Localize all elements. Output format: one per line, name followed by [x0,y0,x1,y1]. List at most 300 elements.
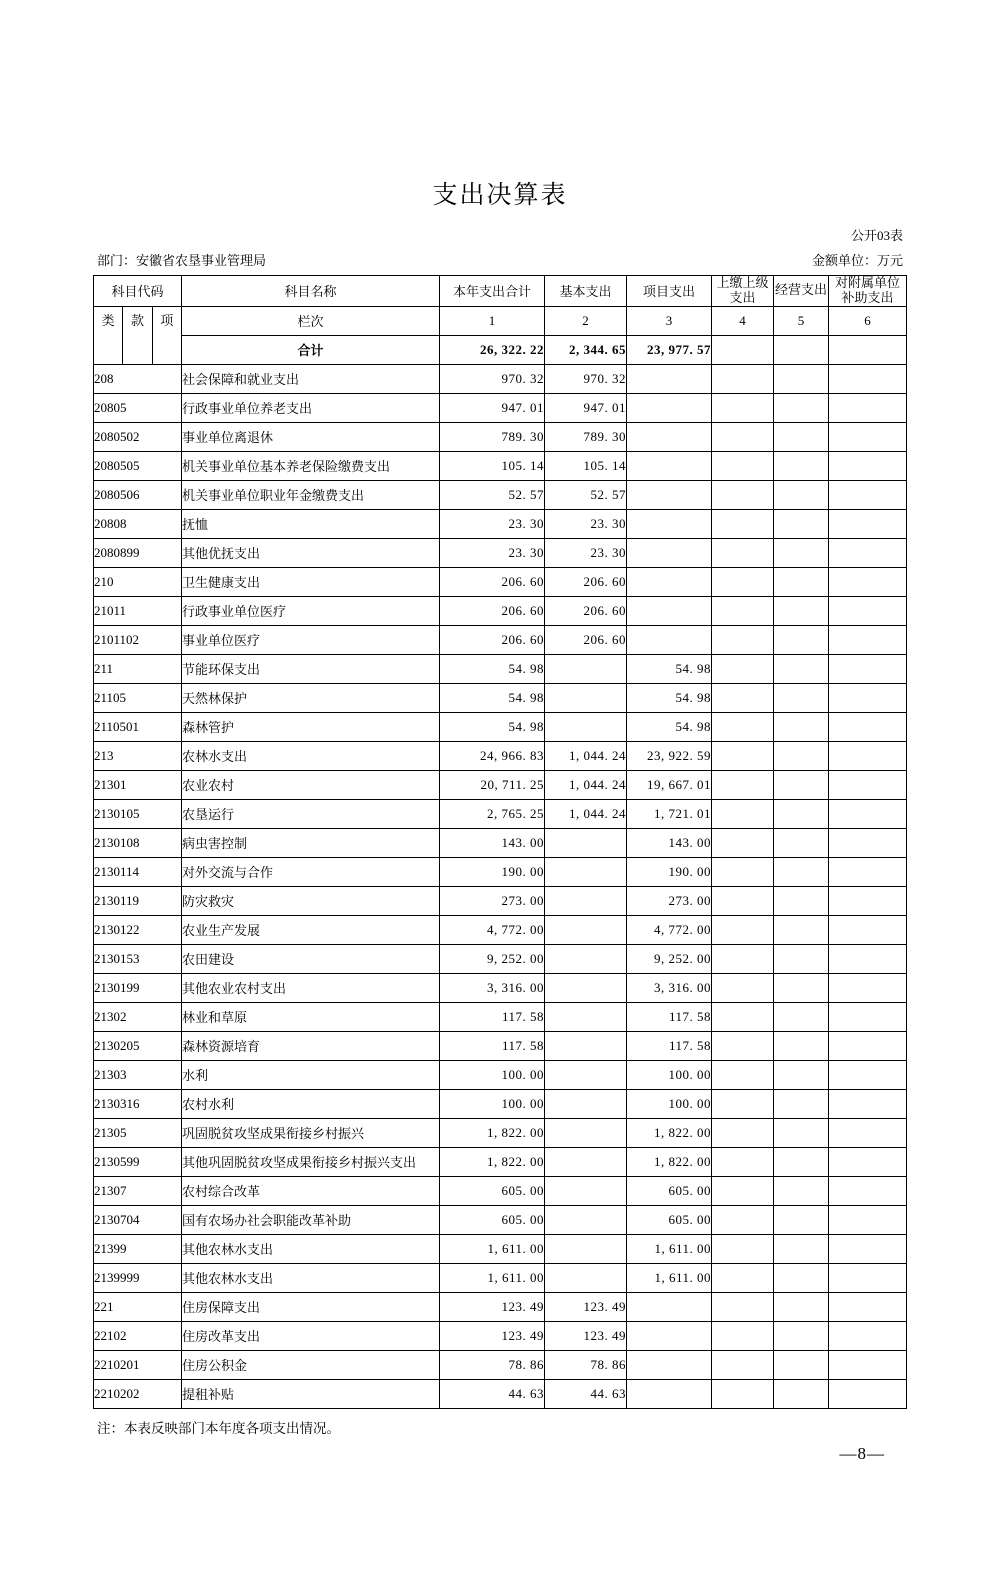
row-v2: 1, 044. 24 [545,770,627,799]
row-v3: 605. 00 [627,1205,712,1234]
row-v6 [829,828,907,857]
row-v3: 100. 00 [627,1089,712,1118]
row-v1: 100. 00 [440,1089,545,1118]
row-v1: 105. 14 [440,451,545,480]
row-v3: 605. 00 [627,1176,712,1205]
table-row [94,1002,907,1031]
row-v2 [545,944,627,973]
row-code: 2080505 [94,451,182,480]
row-v4 [712,538,774,567]
row-v3 [627,1321,712,1350]
row-v2 [545,1002,627,1031]
header-code: 科目代码 [94,276,182,307]
row-v4 [712,1205,774,1234]
row-v3: 54. 98 [627,712,712,741]
row-v5 [774,1321,829,1350]
row-v5 [774,944,829,973]
table-row [94,683,907,712]
row-v2 [545,1205,627,1234]
row-v4 [712,683,774,712]
row-v3 [627,393,712,422]
row-v6 [829,1292,907,1321]
row-v6 [829,625,907,654]
row-v5 [774,451,829,480]
row-v4 [712,799,774,828]
row-v1: 23. 30 [440,509,545,538]
expenditure-table [93,275,907,1409]
row-v6 [829,712,907,741]
row-name: 事业单位离退休 [182,422,440,451]
unit-label: 金额单位：万元 [811,253,903,268]
row-v6 [829,915,907,944]
code-sub-xiang: 项 [152,307,181,364]
row-v1: 3, 316. 00 [440,973,545,1002]
row-v4 [712,364,774,393]
table-row [94,364,907,393]
row-v6 [829,1002,907,1031]
row-v5 [774,1147,829,1176]
row-v6 [829,886,907,915]
row-v5 [774,1060,829,1089]
row-v4 [712,654,774,683]
row-name: 其他农林水支出 [182,1234,440,1263]
row-v5 [774,1031,829,1060]
row-v4 [712,770,774,799]
row-v2 [545,683,627,712]
row-v2 [545,915,627,944]
row-code: 21011 [94,596,182,625]
row-v3: 19, 667. 01 [627,770,712,799]
row-v4 [712,1002,774,1031]
form-number: 公开03表 [850,228,903,243]
table-row [94,1031,907,1060]
row-name: 农村水利 [182,1089,440,1118]
row-v3: 1, 611. 00 [627,1263,712,1292]
row-v6 [829,1205,907,1234]
table-row [94,1147,907,1176]
row-v6 [829,1263,907,1292]
row-v6 [829,480,907,509]
table-row [94,1263,907,1292]
table-row [94,451,907,480]
row-v4 [712,944,774,973]
row-v3: 3, 316. 00 [627,973,712,1002]
table-row [94,857,907,886]
row-v5 [774,538,829,567]
row-v3: 117. 58 [627,1031,712,1060]
row-code: 2080502 [94,422,182,451]
lanci-2: 2 [545,306,627,335]
row-v5 [774,1002,829,1031]
row-code: 21305 [94,1118,182,1147]
row-v5 [774,857,829,886]
table-row [94,770,907,799]
row-name: 对外交流与合作 [182,857,440,886]
row-name: 农业农村 [182,770,440,799]
table-row [94,480,907,509]
code-sub-kuan: 款 [122,307,151,364]
row-code: 20808 [94,509,182,538]
table-row [94,625,907,654]
table-row [94,886,907,915]
row-v5 [774,596,829,625]
row-v5 [774,393,829,422]
row-name: 农村综合改革 [182,1176,440,1205]
row-code: 213 [94,741,182,770]
row-v1: 947. 01 [440,393,545,422]
row-v3: 1, 822. 00 [627,1118,712,1147]
row-v4 [712,1147,774,1176]
header-col2: 基本支出 [545,276,627,307]
row-v3 [627,451,712,480]
table-row [94,915,907,944]
row-v4 [712,915,774,944]
row-v5 [774,1205,829,1234]
row-v4 [712,567,774,596]
row-v5 [774,1234,829,1263]
row-v1: 44. 63 [440,1379,545,1408]
document-page [0,175,1000,1589]
row-v1: 100. 00 [440,1060,545,1089]
table-row [94,654,907,683]
table-row [94,828,907,857]
row-v4 [712,1031,774,1060]
row-v5 [774,886,829,915]
lanci-1: 1 [440,306,545,335]
row-v6 [829,422,907,451]
row-name: 其他优抚支出 [182,538,440,567]
row-v5 [774,1176,829,1205]
row-v2 [545,857,627,886]
row-name: 森林资源培育 [182,1031,440,1060]
row-v3: 273. 00 [627,886,712,915]
row-code: 2110501 [94,712,182,741]
total-label: 合计 [182,335,440,364]
row-v2: 947. 01 [545,393,627,422]
row-code: 2080506 [94,480,182,509]
row-v6 [829,451,907,480]
row-name: 国有农场办社会职能改革补助 [182,1205,440,1234]
row-v2 [545,973,627,1002]
row-v1: 24, 966. 83 [440,741,545,770]
header-col5: 经营支出 [774,276,829,307]
row-name: 机关事业单位基本养老保险缴费支出 [182,451,440,480]
table-row [94,712,907,741]
row-v6 [829,1350,907,1379]
row-name: 卫生健康支出 [182,567,440,596]
row-name: 行政事业单位养老支出 [182,393,440,422]
table-row [94,741,907,770]
total-row [94,335,907,364]
row-v4 [712,712,774,741]
table-row [94,1060,907,1089]
row-v1: 1, 822. 00 [440,1118,545,1147]
row-v5 [774,625,829,654]
row-name: 病虫害控制 [182,828,440,857]
table-row [94,1205,907,1234]
row-v2: 970. 32 [545,364,627,393]
row-code: 2139999 [94,1263,182,1292]
row-v1: 9, 252. 00 [440,944,545,973]
row-code: 2130108 [94,828,182,857]
row-code: 2130205 [94,1031,182,1060]
row-v6 [829,857,907,886]
row-v1: 78. 86 [440,1350,545,1379]
row-name: 天然林保护 [182,683,440,712]
row-v2: 78. 86 [545,1350,627,1379]
row-name: 其他农业农村支出 [182,973,440,1002]
total-v5 [774,335,829,364]
row-code: 22102 [94,1321,182,1350]
row-v6 [829,1234,907,1263]
row-v6 [829,741,907,770]
row-code: 211 [94,654,182,683]
row-v5 [774,770,829,799]
row-name: 住房公积金 [182,1350,440,1379]
row-v6 [829,364,907,393]
row-v1: 206. 60 [440,625,545,654]
row-code: 2130119 [94,886,182,915]
table-row [94,538,907,567]
row-code: 20805 [94,393,182,422]
row-v1: 1, 822. 00 [440,1147,545,1176]
table-row [94,422,907,451]
row-v4 [712,828,774,857]
row-v6 [829,509,907,538]
row-v5 [774,422,829,451]
row-v5 [774,1379,829,1408]
row-v4 [712,393,774,422]
row-v3: 143. 00 [627,828,712,857]
row-code: 2210202 [94,1379,182,1408]
row-v1: 273. 00 [440,886,545,915]
row-name: 森林管护 [182,712,440,741]
row-v2: 123. 49 [545,1321,627,1350]
row-v2 [545,1060,627,1089]
row-v4 [712,509,774,538]
row-v2: 23. 30 [545,509,627,538]
total-v6 [829,335,907,364]
row-v2: 52. 57 [545,480,627,509]
row-v6 [829,770,907,799]
row-v5 [774,915,829,944]
row-name: 抚恤 [182,509,440,538]
row-code: 2130114 [94,857,182,886]
table-row [94,1234,907,1263]
row-v6 [829,1118,907,1147]
lanci-row [94,306,907,335]
row-code: 2130599 [94,1147,182,1176]
row-v4 [712,1292,774,1321]
lanci-3: 3 [627,306,712,335]
row-v3: 54. 98 [627,683,712,712]
row-v1: 52. 57 [440,480,545,509]
table-body [94,364,907,1408]
row-v5 [774,683,829,712]
row-v3: 4, 772. 00 [627,915,712,944]
row-v2: 23. 30 [545,538,627,567]
row-v6 [829,1321,907,1350]
table-row [94,596,907,625]
row-v4 [712,625,774,654]
row-v2: 44. 63 [545,1379,627,1408]
row-v2: 206. 60 [545,567,627,596]
row-v3 [627,625,712,654]
row-code: 2130122 [94,915,182,944]
row-code: 21105 [94,683,182,712]
row-v5 [774,509,829,538]
lanci-label: 栏次 [182,306,440,335]
row-v6 [829,538,907,567]
row-v4 [712,1350,774,1379]
row-code: 210 [94,567,182,596]
row-v3: 1, 822. 00 [627,1147,712,1176]
row-v5 [774,828,829,857]
row-name: 住房保障支出 [182,1292,440,1321]
row-v6 [829,567,907,596]
row-v4 [712,1089,774,1118]
row-name: 事业单位医疗 [182,625,440,654]
row-v2 [545,1176,627,1205]
row-v4 [712,451,774,480]
row-v3: 117. 58 [627,1002,712,1031]
row-name: 巩固脱贫攻坚成果衔接乡村振兴 [182,1118,440,1147]
row-v1: 190. 00 [440,857,545,886]
row-v5 [774,567,829,596]
header-name: 科目名称 [182,276,440,307]
table-row [94,944,907,973]
table-row [94,1118,907,1147]
row-v2 [545,1031,627,1060]
row-code: 2130704 [94,1205,182,1234]
row-name: 水利 [182,1060,440,1089]
row-v3: 1, 721. 01 [627,799,712,828]
header-col6: 对附属单位补助支出 [829,276,907,307]
row-v2: 105. 14 [545,451,627,480]
table-row [94,1292,907,1321]
row-v1: 54. 98 [440,683,545,712]
row-v5 [774,799,829,828]
table-row [94,799,907,828]
row-v2: 123. 49 [545,1292,627,1321]
row-v5 [774,1292,829,1321]
row-v3 [627,538,712,567]
row-v4 [712,973,774,1002]
row-v4 [712,1060,774,1089]
row-v1: 54. 98 [440,654,545,683]
row-v4 [712,1263,774,1292]
lanci-6: 6 [829,306,907,335]
row-v5 [774,1263,829,1292]
row-code: 21399 [94,1234,182,1263]
row-name: 农田建设 [182,944,440,973]
row-v6 [829,1176,907,1205]
table-row [94,1089,907,1118]
row-v6 [829,654,907,683]
row-v3: 190. 00 [627,857,712,886]
row-v5 [774,1118,829,1147]
row-code: 2210201 [94,1350,182,1379]
row-v3 [627,567,712,596]
row-code: 2130316 [94,1089,182,1118]
row-v1: 206. 60 [440,596,545,625]
row-v1: 970. 32 [440,364,545,393]
table-row [94,973,907,1002]
row-v2: 206. 60 [545,625,627,654]
row-v6 [829,1060,907,1089]
row-code: 21307 [94,1176,182,1205]
row-v3: 1, 611. 00 [627,1234,712,1263]
row-v2 [545,654,627,683]
row-v2 [545,828,627,857]
table-row [94,1379,907,1408]
row-v3 [627,509,712,538]
row-v1: 20, 711. 25 [440,770,545,799]
header-col1: 本年支出合计 [440,276,545,307]
row-v1: 123. 49 [440,1321,545,1350]
row-v4 [712,1176,774,1205]
row-v3: 9, 252. 00 [627,944,712,973]
row-v4 [712,857,774,886]
table-row [94,509,907,538]
row-code: 208 [94,364,182,393]
row-v1: 143. 00 [440,828,545,857]
row-v3: 23, 922. 59 [627,741,712,770]
row-code: 2130153 [94,944,182,973]
row-v1: 117. 58 [440,1031,545,1060]
row-v3 [627,422,712,451]
row-code: 21302 [94,1002,182,1031]
row-v6 [829,683,907,712]
row-v6 [829,596,907,625]
row-v1: 789. 30 [440,422,545,451]
row-v3 [627,596,712,625]
row-v1: 605. 00 [440,1176,545,1205]
code-subheader-cell [94,306,182,364]
total-v4 [712,335,774,364]
row-v2: 206. 60 [545,596,627,625]
row-v2: 1, 044. 24 [545,741,627,770]
row-v5 [774,1350,829,1379]
row-v1: 123. 49 [440,1292,545,1321]
row-v1: 605. 00 [440,1205,545,1234]
row-name: 农垦运行 [182,799,440,828]
total-v1: 26, 322. 22 [440,335,545,364]
table-row [94,1321,907,1350]
row-code: 2130105 [94,799,182,828]
row-v4 [712,1118,774,1147]
row-v2 [545,1147,627,1176]
row-name: 林业和草原 [182,1002,440,1031]
row-v5 [774,480,829,509]
row-v4 [712,596,774,625]
header-col3: 项目支出 [627,276,712,307]
row-v5 [774,741,829,770]
row-code: 21301 [94,770,182,799]
total-v3: 23, 977. 57 [627,335,712,364]
code-sub-lei: 类 [101,312,115,328]
row-v3 [627,364,712,393]
row-code: 21303 [94,1060,182,1089]
row-code: 2080899 [94,538,182,567]
row-name: 防灾救灾 [182,886,440,915]
row-v4 [712,480,774,509]
row-code: 2101102 [94,625,182,654]
row-v1: 206. 60 [440,567,545,596]
row-v5 [774,973,829,1002]
row-name: 其他农林水支出 [182,1263,440,1292]
table-row [94,567,907,596]
